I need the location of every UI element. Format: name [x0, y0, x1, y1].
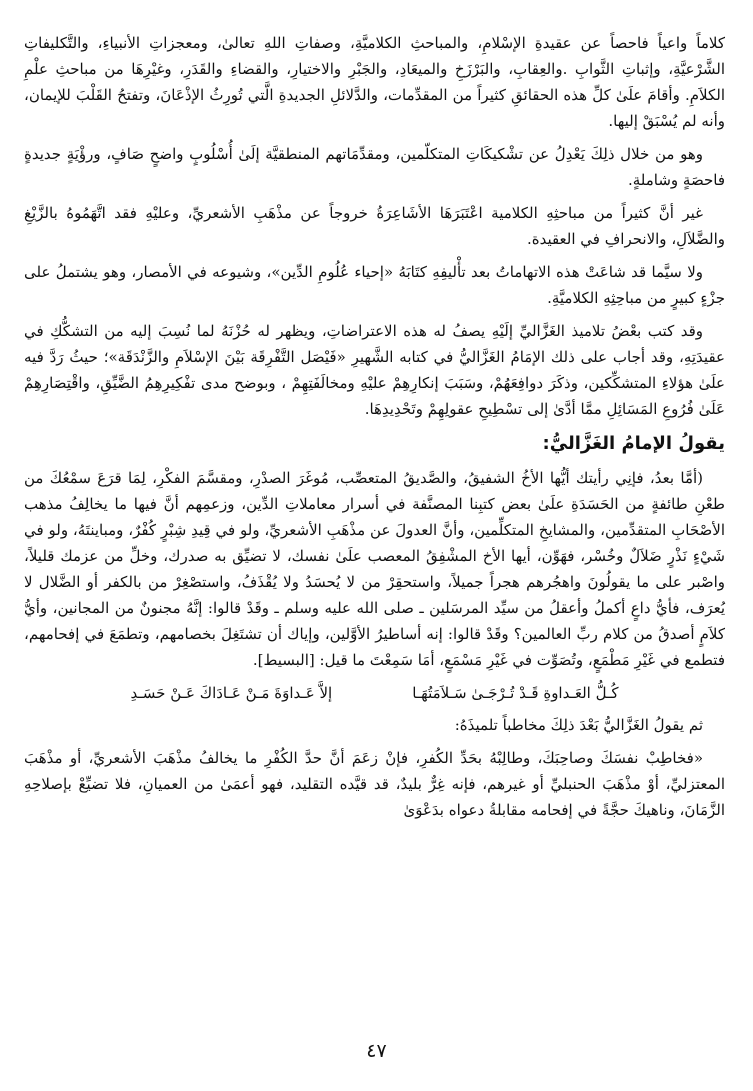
page-number: ٤٧ — [366, 1040, 387, 1062]
paragraph-3: غير أنَّ كثيراً من مباحثِهِ الكلامية اعْتَبَرَهَا الأشَاعِرَةُ خروجاً عن مذْهَبِ الأشعريِّ، وعليْهِ فقد اتَّهَمُوهُ بالزَّيْغِ والضَّلاَلِ، والانحرافِ في العقيدة. — [24, 204, 725, 248]
poetry-verse — [24, 680, 725, 706]
verse-first-hemistich: كُـلُّ العَـداوةِ قَـدْ تُـرْجَـىٰ سَـلاَمَتُهَـا — [412, 684, 619, 702]
paragraph-2: وهو من خلال ذلِكَ يَعْدِلُ عن تشْكيكَاتِ المتكلّمين، ومقدِّمَاتهم المنطقيَّة إلَىٰ أُسْلُوبٍ واضحٍ صَافٍ، ورؤْيَةٍ جديدةٍ فاحصَةٍ وشاملةٍ. — [24, 145, 725, 189]
paragraph-5: وقد كتب بعْضُ تلاميذ الغَزَّاليِّ إلَيْهِ يصفُ له هذه الاعتراضاتِ، ويظهر له حُزْنَهُ لما نُسِبَ إليه من التشكُّكِ في عقيدَتِهِ، وقد أجاب على ذلك الإمَامُ الغَزَّاليُّ في كتابه الشَّهيرِ «فَيْصَل التَّفْرِقَة بَيْنَ الإسْلاَمِ والزَّنْدَقَة»؛ حيثُ رَدَّ فيه علَىٰ هؤلاءِ المتشكِّكين، وذكَرَ دوافِعَهُمْ، وسَبَبَ إنكارِهِمْ عليْهِ ومخالَفَتِهِمْ ، وبوضح مدى تفْكِيرِهِمُ الضَّيِّقِ، واقْتِصَارِهِمْ عَلَىٰ فُرُوعِ المَسَائِلِ ممَّا أدَّىٰ إلى تسْطِيحِ عقولِهِمْ وتَحْدِيدِهَا. — [24, 322, 726, 418]
section-heading: يقولُ الإمامُ الغَزَّاليُّ: — [542, 433, 725, 454]
paragraph-1: كلاماً واعياً فاحصاً عن عقيدةِ الإسْلامِ، والمباحثِ الكلاميَّةِ، وصفاتِ اللهِ تعالىٰ، ومعجزاتِ الأنبياءِ، والتَّكليفاتِ الشَّرْعيَّةِ، وإثباتِ الثَّوابِ .والعِقابِ، والبَرْزَخِ والميعَادِ، والجَبْرِ والاختيارِ، والقضاءِ والقَدَرِ، وغيْرِهَا من مباحثِ علْمِ الكلاَمِ. وأقامَ علَىٰ كلِّ هذه الحقائقِ كثيراً من المقدِّمات، والدَّلائلِ الجديدةِ الَّتي تُورِثُ الإذْعَانَ، وتفتحُ القَلْبَ للإيمان، وأنه لم يُسْبَقْ إليها. — [24, 34, 725, 130]
verse-second-hemistich: إلاَّ عَـداوَةَ مَـنْ عَـادَاكَ عَـنْ حَسَـدِ — [130, 684, 333, 702]
followup-paragraph: ثم يقولُ الغَزَّاليُّ بَعْدَ ذلِكَ مخاطباً تلميذَهُ: — [454, 716, 703, 734]
final-paragraph: «فخاطِبْ نفسَكَ وصاحِبَكَ، وطالِبْهُ بحَدِّ الكُفرِ، فإنْ زعَمَ أنَّ حدَّ الكُفْرِ ما يخالفُ مذْهَبَ الأشعريِّ، أو مذْهَبَ المعتزليِّ، أوْ مذْهَبَ الحنبليِّ أو غيرهم، فإنه غِرٌّ بليدٌ، قد قيَّده التقليد، فهو أعمَىٰ من العميانِ، فلا تضيِّعْ بإصلاحِهِ الزَّمَانَ، وناهيكَ حجَّةً في إفحامه مقابلةُ دعواه بدَعْوَىٰ — [24, 749, 725, 819]
paragraph-4: ولا سيَّما قد شاعَتْ هذه الاتهاماتُ بعد تأْليفِهِ كتَابَهُ «إحياء عُلُومِ الدِّين»، وشيوعه في الأمصار، وهو يشتملُ على جزْءٍ كبيرٍ من مباحِثِهِ الكلاميَّةِ. — [24, 263, 725, 307]
quote-paragraph: (أمَّا بعدُ، فإنِي رأيتك أيُّها الأخُ الشفيقُ، والصَّديقُ المتعصِّب، مُوغَرَ الصدْرِ، ومقسَّمَ الفكْرِ، لِمَا قرَعَ سمْعُكَ من طعْنِ طائفةٍ من الحَسَدَةِ علَىٰ بعض كتبِنا المصنَّفة في أسرار معاملاتِ الدِّين، وزعمِهم أنَّ فيها ما يخالِفُ مذهب الأصْحَابِ المتقدِّمين، والمشايخِ المتكلِّمين، وأنَّ العدولَ عن مذْهَبِ الأشعريِّ، ولو في قِيدِ شِبْرٍ كُفْرٌ، ومباينتَهُ، ولو في شَيْءٍ نَذْرٍ ضَلاَلٌ وخُسْر، فهَوِّن، أيها الأخ المشْفِقُ المعصب علَىٰ نفسك، لا تضيِّق به صدرك، وخلِّ من عزمك قليلاً، واصْبر على ما يقولُونَ واهجُرهم هجراً جميلاً، واستحقِرْ من لا يُحسَدُ ولا يُقْذَفُ، واستصْغِرْ من بالكفر أو الضَّلال لا يُعرَف، فأيُّ داعٍ أكملُ وأعقلُ من سيِّد المرسَلين ـ صلى الله عليه وسلم ـ وقَدْ قالوا: إنَّهُ مجنونٌ من المجانين، وأيُّ كلاَمٍ أصدقُ من كلام ربِّ العالمين؟ وقَدْ قالوا: إنه أساطيرُ الأوَّلين، وإياك أن تشتَغِلَ بخصامهم، وتطمَعَ في إفحامهم، فتطمع في غَيْرِ مَطْمَعٍ، وتُصَوِّت في غَيْرِ مَسْمَعٍ، أمَا سَمِعْتَ ما قيل: [البسيط]. — [24, 469, 725, 669]
